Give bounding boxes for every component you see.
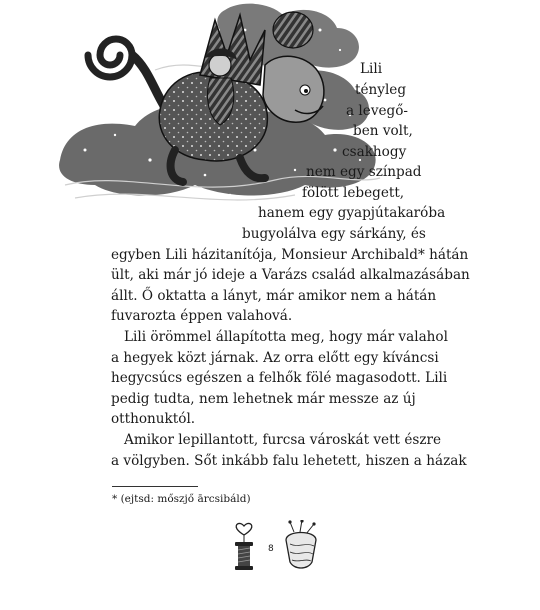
text-line: a hegyek közt járnak. Az orra előtt egy kíváncsi: [111, 350, 439, 366]
text-line: csakhogy: [342, 144, 407, 160]
text-line: ült, aki már jó ideje a Varázs család alkalmazásában: [111, 267, 470, 283]
text-line: a völgyben. Sőt inkább falu lehetett, hiszen a házak: [111, 453, 467, 469]
thread-spool-icon: [235, 523, 253, 570]
text-line: állt. Ő oktatta a lányt, már amikor nem a hátán: [111, 288, 437, 304]
text-line: tényleg: [355, 82, 407, 98]
text-line: ben volt,: [353, 123, 413, 139]
text-line: egyben Lili házitanítója, Monsieur Archibald* hátán: [111, 247, 469, 263]
text-line: pedig tudta, nem lehetnek már messze az új: [111, 391, 416, 407]
text-line: Lili örömmel állapította meg, hogy már valahol: [124, 329, 448, 345]
text-line: bugyolálva egy sárkány, és: [242, 226, 426, 242]
page-number: 8: [268, 544, 274, 554]
footnote: * (ejtsd: mőszjő ārcsibáld): [112, 493, 251, 505]
text-line: Amikor lepillantott, furcsa városkát vett észre: [124, 432, 442, 448]
pincushion-icon: [286, 520, 316, 568]
text-line: fuvarozta éppen valahová.: [111, 308, 293, 324]
text-line: otthonuktól.: [111, 411, 196, 427]
footnote-divider: [112, 486, 198, 487]
text-line: a levegő-: [346, 103, 409, 119]
footer-ornament: [228, 520, 322, 574]
text-line: hanem egy gyapjútakaróba: [258, 205, 446, 221]
text-line: hegycsúcs egészen a felhők fölé magasodott. Lili: [111, 370, 448, 386]
text-line: nem egy színpad: [306, 164, 422, 180]
text-line: fölött lebegett,: [302, 185, 405, 201]
text-line: Lili: [360, 61, 383, 77]
